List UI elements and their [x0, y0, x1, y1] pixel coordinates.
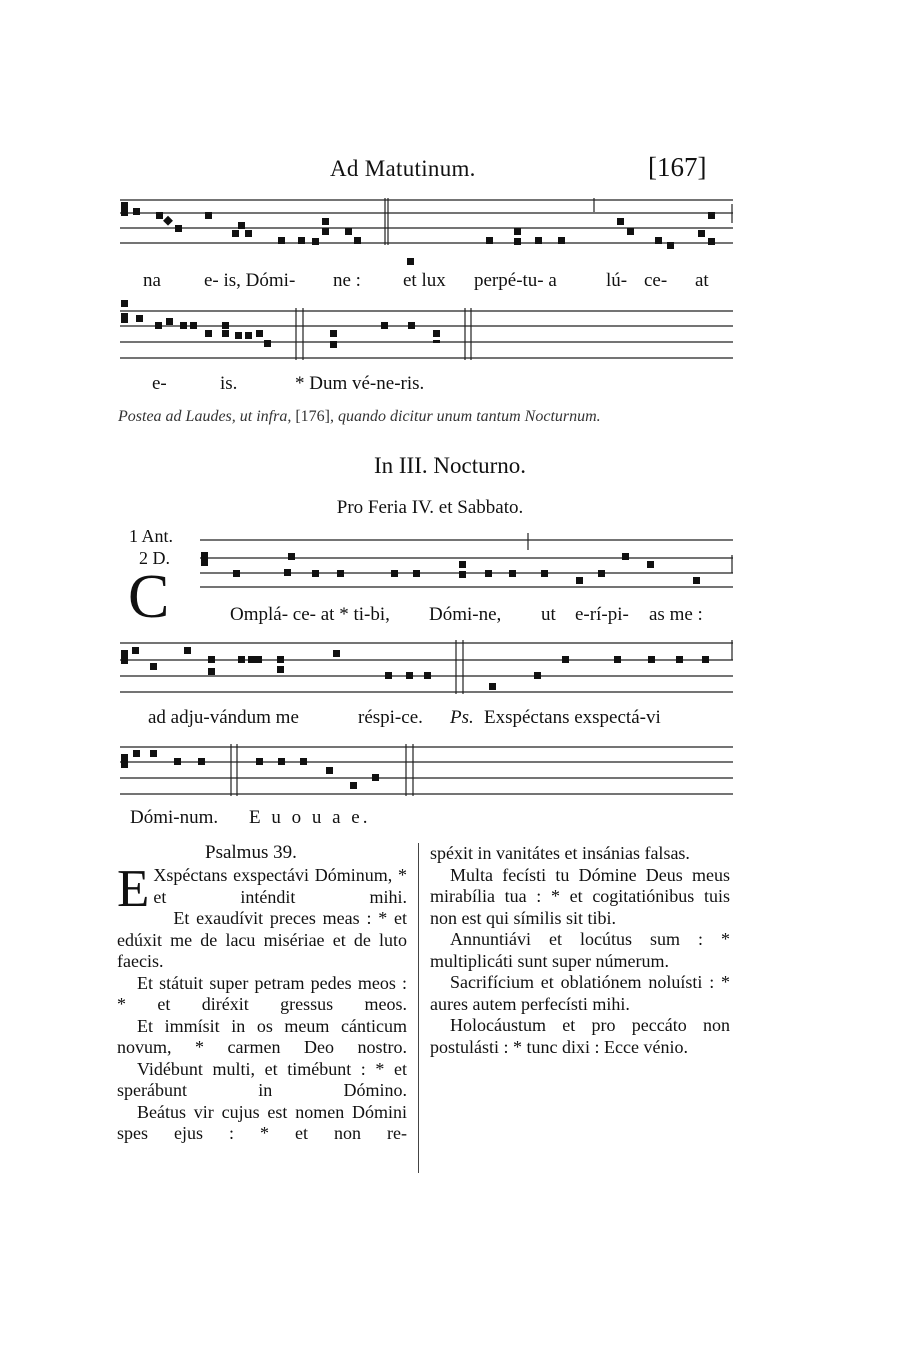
lyric-syllable: ce- — [644, 270, 668, 291]
psalm-verse: Et immísit in os meum cánticum novum, * carmen Deo nostro. — [117, 1015, 407, 1057]
lyric-syllable: Exspéctans exspectá-vi — [484, 707, 661, 728]
psalm-verse: Sacrifícium et oblatiónem noluísti : * aures autem perfecísti mihi. — [430, 972, 730, 1014]
page-running-title: Ad Matutinum. — [330, 156, 476, 181]
staff-5 — [120, 744, 733, 796]
psalm-verse: Vidébunt multi, et timébunt : * et sperábunt in Dómino. — [117, 1058, 407, 1100]
rubric-text: Postea ad Laudes, ut infra, — [118, 408, 292, 425]
lyric-syllable: at — [695, 270, 709, 291]
section-subtitle: Pro Feria IV. et Sabbato. — [336, 497, 524, 518]
lyric-syllable: na — [143, 270, 161, 291]
psalm-verse: Holocáustum et pro peccáto non postulásti : * tunc dixi : Ecce vénio. — [430, 1015, 730, 1057]
psalm-title: Psalmus 39. — [205, 842, 297, 863]
staff-4 — [120, 640, 733, 694]
rubric-reference: [176], — [295, 408, 334, 425]
lyric-syllable: lú- — [606, 270, 628, 291]
column-divider — [418, 843, 419, 1173]
psalm-column-left — [117, 860, 407, 1145]
psalm-column-right — [430, 843, 730, 1058]
lyric-syllable: ne : — [333, 270, 361, 291]
lyric-syllable: as me : — [649, 604, 703, 625]
psalm-initial: E — [117, 860, 150, 918]
verse-text: Xspéctans exspectávi Dóminum, * et inténdit mihi. — [153, 865, 407, 907]
mode-label: 2 D. — [139, 548, 170, 568]
lyric-syllable: ut — [541, 604, 556, 625]
antiphon-label: 1 Ant. — [129, 526, 174, 546]
section-title: In III. Nocturno. — [373, 453, 526, 478]
psalm-verse — [117, 860, 407, 918]
lyric-syllable: perpé-tu- a — [474, 270, 557, 291]
rubric-note — [118, 407, 733, 426]
psalm-verse: Annuntiávi et locútus sum : * multiplicáti sunt super númerum. — [430, 929, 730, 971]
lyric-syllable: réspi-ce. — [358, 707, 423, 728]
psalm-verse: spéxit in vanitátes et insánias falsas. — [430, 843, 690, 863]
psalm-verse: Et státuit super petram pedes meos : * et diréxit gressus meos. — [117, 972, 407, 1014]
lyric-syllable: et lux — [403, 270, 446, 291]
lyric-syllable: e- is, Dómi- — [204, 270, 296, 291]
lyric-syllable: e- — [152, 373, 167, 394]
psalm-abbrev: Ps. — [450, 707, 474, 728]
staff-1 — [120, 198, 733, 265]
lyric-syllable: Omplá- ce- at * ti-bi, — [230, 604, 390, 625]
lyric-syllable: ad adju-vándum me — [148, 707, 299, 728]
psalm-verse: Et exaudívit preces meas : * et edúxit me de lacu misériae et de luto faecis. — [117, 908, 407, 971]
psalm-verse: Beátus vir cujus est nomen Dómini spes ejus : * et non re- — [117, 1101, 407, 1143]
lyric-syllable: is. — [220, 373, 238, 394]
lyric-syllable: Dómi-num. — [130, 807, 219, 828]
lyric-syllable: Dómi-ne, — [429, 604, 502, 625]
lyric-syllable: * Dum vé-ne-ris. — [295, 373, 425, 394]
page-number: [167] — [648, 152, 707, 182]
differentia-vowels: E u o u a e. — [249, 807, 371, 828]
rubric-text: quando dicitur unum tantum Nocturnum. — [338, 408, 601, 425]
staff-2 — [120, 300, 733, 360]
lyric-syllable: e-rí-pi- — [575, 604, 629, 625]
antiphon-initial: C — [128, 563, 170, 631]
staff-3 — [200, 533, 733, 587]
psalm-verse: Multa fecísti tu Dómine Deus meus mirabília tua : * et cogitatiónibus tuis non est qui símilis sit tibi. — [430, 864, 730, 928]
